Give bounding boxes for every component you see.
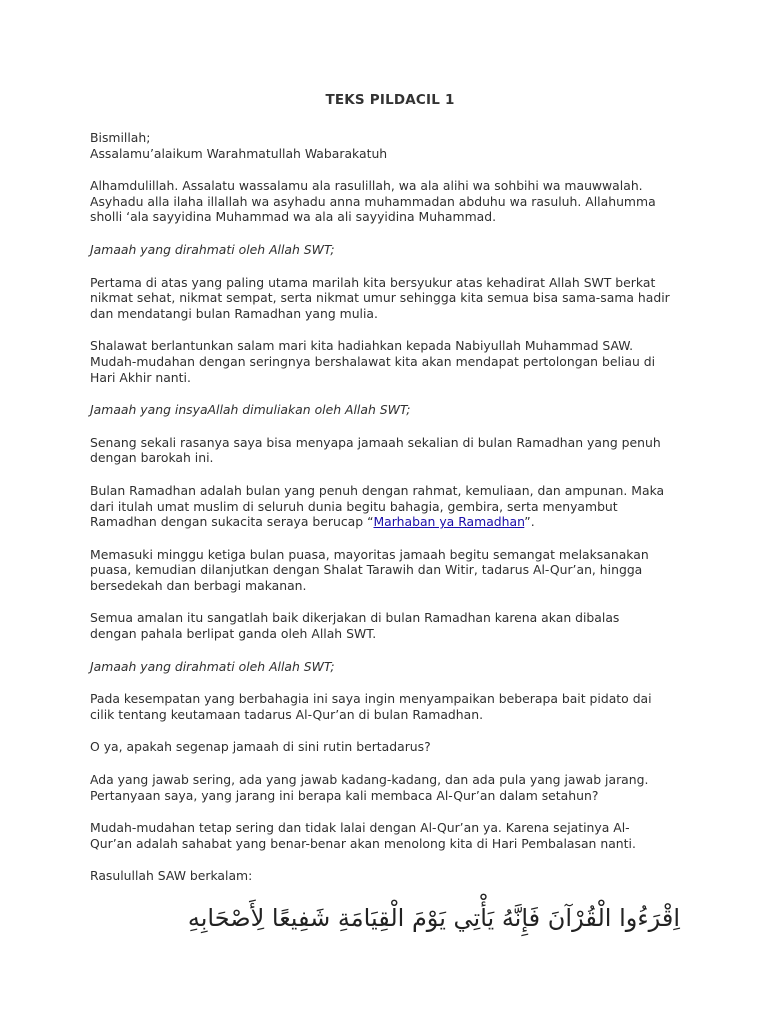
paragraph-line	[90, 514, 690, 530]
marhaban-link[interactable]: Marhaban ya Ramadhan	[373, 514, 525, 530]
paragraph-opening-prayer	[90, 178, 690, 225]
paragraph-line: Bismillah;	[90, 130, 151, 145]
paragraph-hadith-intro: Rasulullah SAW berkalam:	[90, 868, 253, 884]
paragraph-line: cilik tentang keutamaan tadarus Al-Qur’an di bulan Ramadhan.	[90, 706, 484, 722]
paragraph-occasion	[90, 691, 690, 722]
paragraph-gratitude	[90, 275, 690, 322]
paragraph-line: dan mendatangi bulan Ramadhan yang mulia.	[90, 305, 378, 321]
paragraph-line: dengan barokah ini.	[90, 450, 214, 466]
paragraph-third-week	[90, 547, 690, 594]
paragraph-line: sholli ‘ala sayyidina Muhammad wa ala ali sayyidina Muhammad.	[90, 209, 497, 225]
paragraph-answers	[90, 772, 690, 803]
paragraph-question: O ya, apakah segenap jamaah di sini rutin bertadarus?	[90, 739, 431, 755]
paragraph-line: Hari Akhir nanti.	[90, 369, 191, 385]
paragraph-line: Asyhadu alla ilaha illallah wa asyhadu anna muhammadan abduhu wa rasuluh. Allahumma	[90, 193, 656, 209]
arabic-hadith-text: اِقْرَءُوا الْقُرْآنَ فَإِنَّهُ يَأْتِي يَوْمَ الْقِيَامَةِ شَفِيعًا لِأَصْحَابِهِ	[187, 904, 680, 932]
paragraph-deeds	[90, 610, 690, 641]
paragraph-line: Ada yang jawab sering, ada yang jawab kadang-kadang, dan ada pula yang jawab jarang.	[90, 772, 649, 788]
paragraph-line: Qur’an adalah sahabat yang benar-benar akan menolong kita di Hari Pembalasan nanti.	[90, 835, 636, 851]
paragraph-line: Pertanyaan saya, yang jarang ini berapa kali membaca Al-Qur’an dalam setahun?	[90, 787, 599, 803]
paragraph-address-1: Jamaah yang dirahmati oleh Allah SWT;	[90, 241, 335, 257]
paragraph-line: puasa, kemudian dilanjutkan dengan Shalat Tarawih dan Witir, tadarus Al-Qur’an, hingga	[90, 562, 643, 578]
paragraph-line: bersedekah dan berbagi makanan.	[90, 577, 307, 593]
text-segment: ”.	[524, 514, 535, 530]
paragraph-line: nikmat sehat, nikmat sempat, serta nikmat umur sehingga kita semua bisa sama-sama hadir	[90, 290, 670, 306]
paragraph-line: Shalawat berlantunkan salam mari kita hadiahkan kepada Nabiyullah Muhammad SAW.	[90, 338, 634, 354]
paragraph-line: dengan pahala berlipat ganda oleh Allah SWT.	[90, 626, 377, 642]
paragraph-line: Memasuki minggu ketiga bulan puasa, mayoritas jamaah begitu semangat melaksanakan	[90, 546, 649, 562]
paragraph-line: Semua amalan itu sangatlah baik dikerjakan di bulan Ramadhan karena akan dibalas	[90, 610, 620, 626]
paragraph-line: Pada kesempatan yang berbahagia ini saya ingin menyampaikan beberapa bait pidato dai	[90, 691, 652, 707]
document-title: TEKS PILDACIL 1	[325, 92, 455, 108]
paragraph-shalawat	[90, 338, 690, 385]
paragraph-quran-companion	[90, 820, 690, 851]
paragraph-greeting-ramadhan	[90, 435, 690, 466]
paragraph-line: Pertama di atas yang paling utama marilah kita bersyukur atas kehadirat Allah SWT berkat	[90, 274, 656, 290]
paragraph-line: Senang sekali rasanya saya bisa menyapa jamaah sekalian di bulan Ramadhan yang penuh	[90, 434, 661, 450]
paragraph-line: Assalamu’alaikum Warahmatullah Wabarakatuh	[90, 145, 388, 161]
paragraph-line: Mudah-mudahan tetap sering dan tidak lalai dengan Al-Qur’an ya. Karena sejatinya Al-	[90, 820, 630, 836]
paragraph-line: Bulan Ramadhan adalah bulan yang penuh dengan rahmat, kemuliaan, dan ampunan. Maka	[90, 482, 665, 498]
paragraph-address-2: Jamaah yang insyaAllah dimuliakan oleh Allah SWT;	[90, 402, 411, 418]
paragraph-ramadhan-month	[90, 483, 690, 530]
text-segment: Ramadhan dengan sukacita seraya berucap “	[90, 514, 374, 530]
paragraph-line: Alhamdulillah. Assalatu wassalamu ala rasulillah, wa ala alihi wa sohbihi wa mauwwalah.	[90, 178, 643, 194]
paragraph-line: dari itulah umat muslim di seluruh dunia begitu bahagia, gembira, serta menyambut	[90, 498, 618, 514]
document-page	[90, 92, 690, 935]
paragraph-greeting	[90, 130, 690, 161]
paragraph-line: Mudah-mudahan dengan seringnya bershalawat kita akan mendapat pertolongan beliau di	[90, 353, 656, 369]
paragraph-address-3: Jamaah yang dirahmati oleh Allah SWT;	[90, 658, 335, 674]
